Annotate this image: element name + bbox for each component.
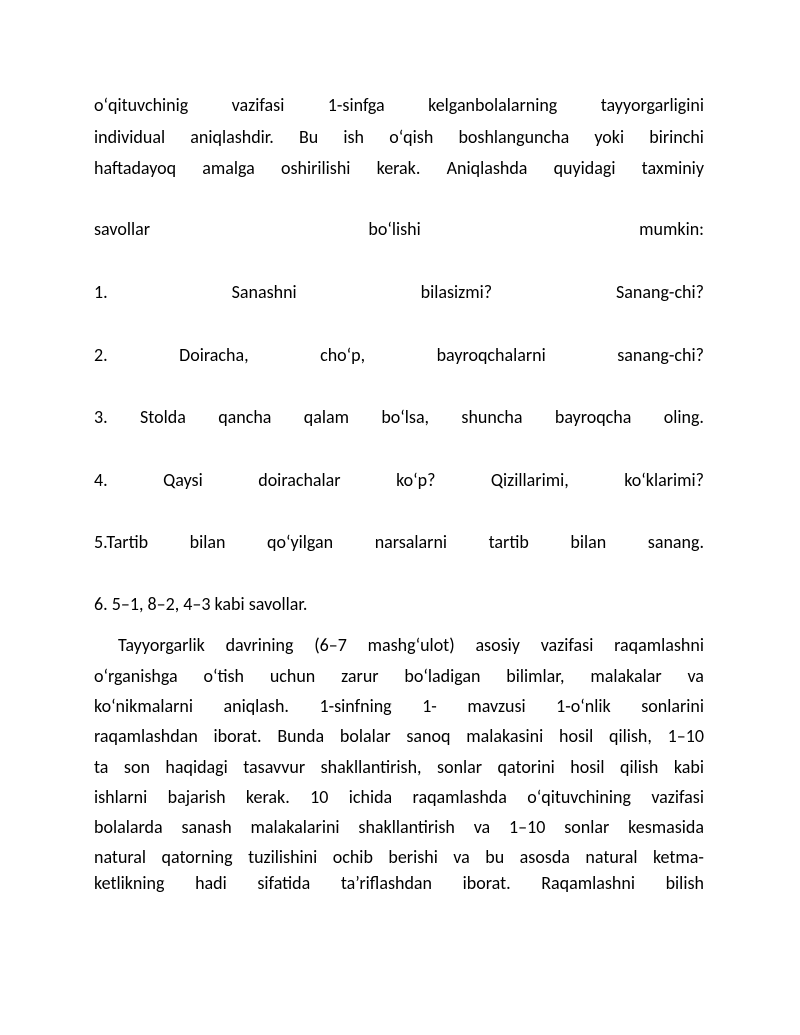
word: oʻrganishga [94, 665, 178, 687]
word: sanang. [647, 531, 704, 553]
word: tayyorgarligini [600, 94, 704, 116]
word: kelganbolalarning [428, 94, 558, 116]
word: 1. [94, 281, 108, 303]
word: Qaysi [163, 469, 203, 491]
question-line [94, 467, 704, 493]
word: boʻladigan [404, 665, 481, 687]
word: raqamlashdan [94, 725, 198, 747]
paragraph-line [94, 693, 704, 719]
word: koʻnikmalarni [94, 695, 193, 717]
paragraph-line [94, 632, 704, 658]
word: koʻp? [396, 469, 436, 491]
word: ketma- [652, 846, 704, 868]
word: mumkin: [639, 218, 704, 240]
word: raqamlashda [412, 786, 507, 808]
word: son [123, 756, 150, 778]
word: 1-oʻnlik [556, 695, 611, 717]
word: tartib [488, 531, 529, 553]
word: malakasini [466, 725, 544, 747]
word: Stolda [140, 406, 186, 428]
word: kerak. [376, 157, 421, 179]
word: oʻtish [203, 665, 244, 687]
word: tuzilishini [248, 846, 318, 868]
word: 10 [310, 786, 329, 808]
word: bayroqcha [554, 406, 632, 428]
word: kabi [673, 756, 704, 778]
word: va [453, 846, 470, 868]
word: oling. [663, 406, 704, 428]
word: ochib [332, 846, 373, 868]
word: 6. 5–1, 8–2, 4–3 kabi savollar. [94, 593, 308, 615]
word: 3. [94, 406, 108, 428]
word: sanoq [406, 725, 451, 747]
word: vazifasi [651, 786, 704, 808]
word: qilish, [609, 725, 652, 747]
word: sonlarini [641, 695, 704, 717]
word: bilish [665, 872, 704, 894]
word: birinchi [649, 126, 704, 148]
word: bilimlar, [506, 665, 565, 687]
word: vazifasi [231, 94, 285, 116]
word: oshirilishi [280, 157, 351, 179]
word: davrining [225, 634, 294, 656]
word: ketlikning [94, 872, 165, 894]
word: 1–10 [509, 816, 546, 838]
question-line [94, 529, 704, 555]
word: qatorini [497, 756, 555, 778]
word: haftadayoq [94, 157, 177, 179]
intro-line [94, 92, 704, 118]
word: haqidagi [165, 756, 228, 778]
word: zarur [341, 665, 379, 687]
word: (6–7 [314, 634, 347, 656]
paragraph-line [94, 723, 704, 749]
word: hadi [195, 872, 227, 894]
word: ishlarni [94, 786, 148, 808]
word: oʻqituvchinig [94, 94, 189, 116]
word: malakalar [590, 665, 662, 687]
word: tasavvur [243, 756, 306, 778]
word: Bunda [277, 725, 325, 747]
word: hosil [570, 756, 605, 778]
word: mavzusi [467, 695, 526, 717]
word: oʻqish [389, 126, 434, 148]
word: kerak. [245, 786, 290, 808]
paragraph-line [94, 844, 704, 870]
paragraph-line [94, 814, 704, 840]
word: bolalar [339, 725, 391, 747]
intro-line [94, 155, 704, 181]
word: narsalarni [374, 531, 448, 553]
word: malakalarini [250, 816, 340, 838]
word: doirachalar [258, 469, 341, 491]
word: bilan [189, 531, 226, 553]
word: shakllantirish, [320, 756, 422, 778]
word: Doiracha, [179, 344, 249, 366]
word: Sanashni [231, 281, 297, 303]
word: Sanang-chi? [616, 281, 704, 303]
word: aniqlash. [223, 695, 289, 717]
word: oʻqituvchining [527, 786, 631, 808]
paragraph-line [94, 870, 704, 896]
word: sifatida [257, 872, 311, 894]
word: koʻklarimi? [624, 469, 704, 491]
intro-line [94, 216, 704, 242]
word: 2. [94, 344, 108, 366]
word: ta [94, 756, 109, 778]
word: berishi [388, 846, 438, 868]
word: qatorning [161, 846, 233, 868]
word: savollar [94, 218, 150, 240]
word: asosiy [475, 634, 520, 656]
word: asosda [519, 846, 570, 868]
intro-line [94, 124, 704, 150]
paragraph-line [94, 784, 704, 810]
word: choʻp, [320, 344, 366, 366]
word: bayroqchalarni [436, 344, 546, 366]
word: kesmasida [628, 816, 704, 838]
word: bilasizmi? [420, 281, 493, 303]
word: bajarish [167, 786, 226, 808]
word: aniqlashdir. [190, 126, 274, 148]
word: raqamlashni [614, 634, 704, 656]
word: qalam [303, 406, 349, 428]
word: amalga [202, 157, 255, 179]
word: Raqamlashni [541, 872, 635, 894]
word: qancha [218, 406, 272, 428]
word: hosil [559, 725, 594, 747]
word: taxminiy [641, 157, 704, 179]
word: sonlar [564, 816, 610, 838]
word: sonlar [437, 756, 483, 778]
question-line [94, 279, 704, 305]
word: shuncha [461, 406, 523, 428]
word: bilan [570, 531, 607, 553]
word: bolalarda [94, 816, 163, 838]
word: ta’riflashdan [340, 872, 432, 894]
word: qoʻyilgan [267, 531, 334, 553]
question-line [94, 591, 704, 617]
question-line [94, 404, 704, 430]
word: boʻlishi [368, 218, 421, 240]
word: iborat. [462, 872, 511, 894]
word: va [687, 665, 704, 687]
word: ichida [348, 786, 393, 808]
word: Bu [298, 126, 319, 148]
word: ish [343, 126, 365, 148]
word: Qizillarimi, [490, 469, 569, 491]
word: shakllantirish [358, 816, 455, 838]
word: individual [94, 126, 166, 148]
word: mashgʻulot) [367, 634, 455, 656]
word: 1- [422, 695, 437, 717]
paragraph-line [94, 663, 704, 689]
word: sanang-chi? [617, 344, 704, 366]
question-line [94, 342, 704, 368]
word: 1–10 [667, 725, 704, 747]
word: quyidagi [553, 157, 616, 179]
word: qilish [620, 756, 659, 778]
word: va [473, 816, 491, 838]
word: vazifasi [540, 634, 594, 656]
word: iborat. [213, 725, 262, 747]
word: bu [485, 846, 505, 868]
word: yoki [594, 126, 625, 148]
word: sanash [181, 816, 232, 838]
word: natural [94, 846, 147, 868]
paragraph-line [94, 754, 704, 780]
word: 1-sinfga [327, 94, 385, 116]
word: Aniqlashda [446, 157, 528, 179]
word: 4. [94, 469, 108, 491]
word: natural [585, 846, 638, 868]
word: 1-sinfning [319, 695, 392, 717]
word: boshlanguncha [458, 126, 570, 148]
word: boʻlsa, [381, 406, 430, 428]
word: 5.Tartib [94, 531, 149, 553]
word: Tayyorgarlik [118, 634, 205, 656]
word: uchun [269, 665, 316, 687]
